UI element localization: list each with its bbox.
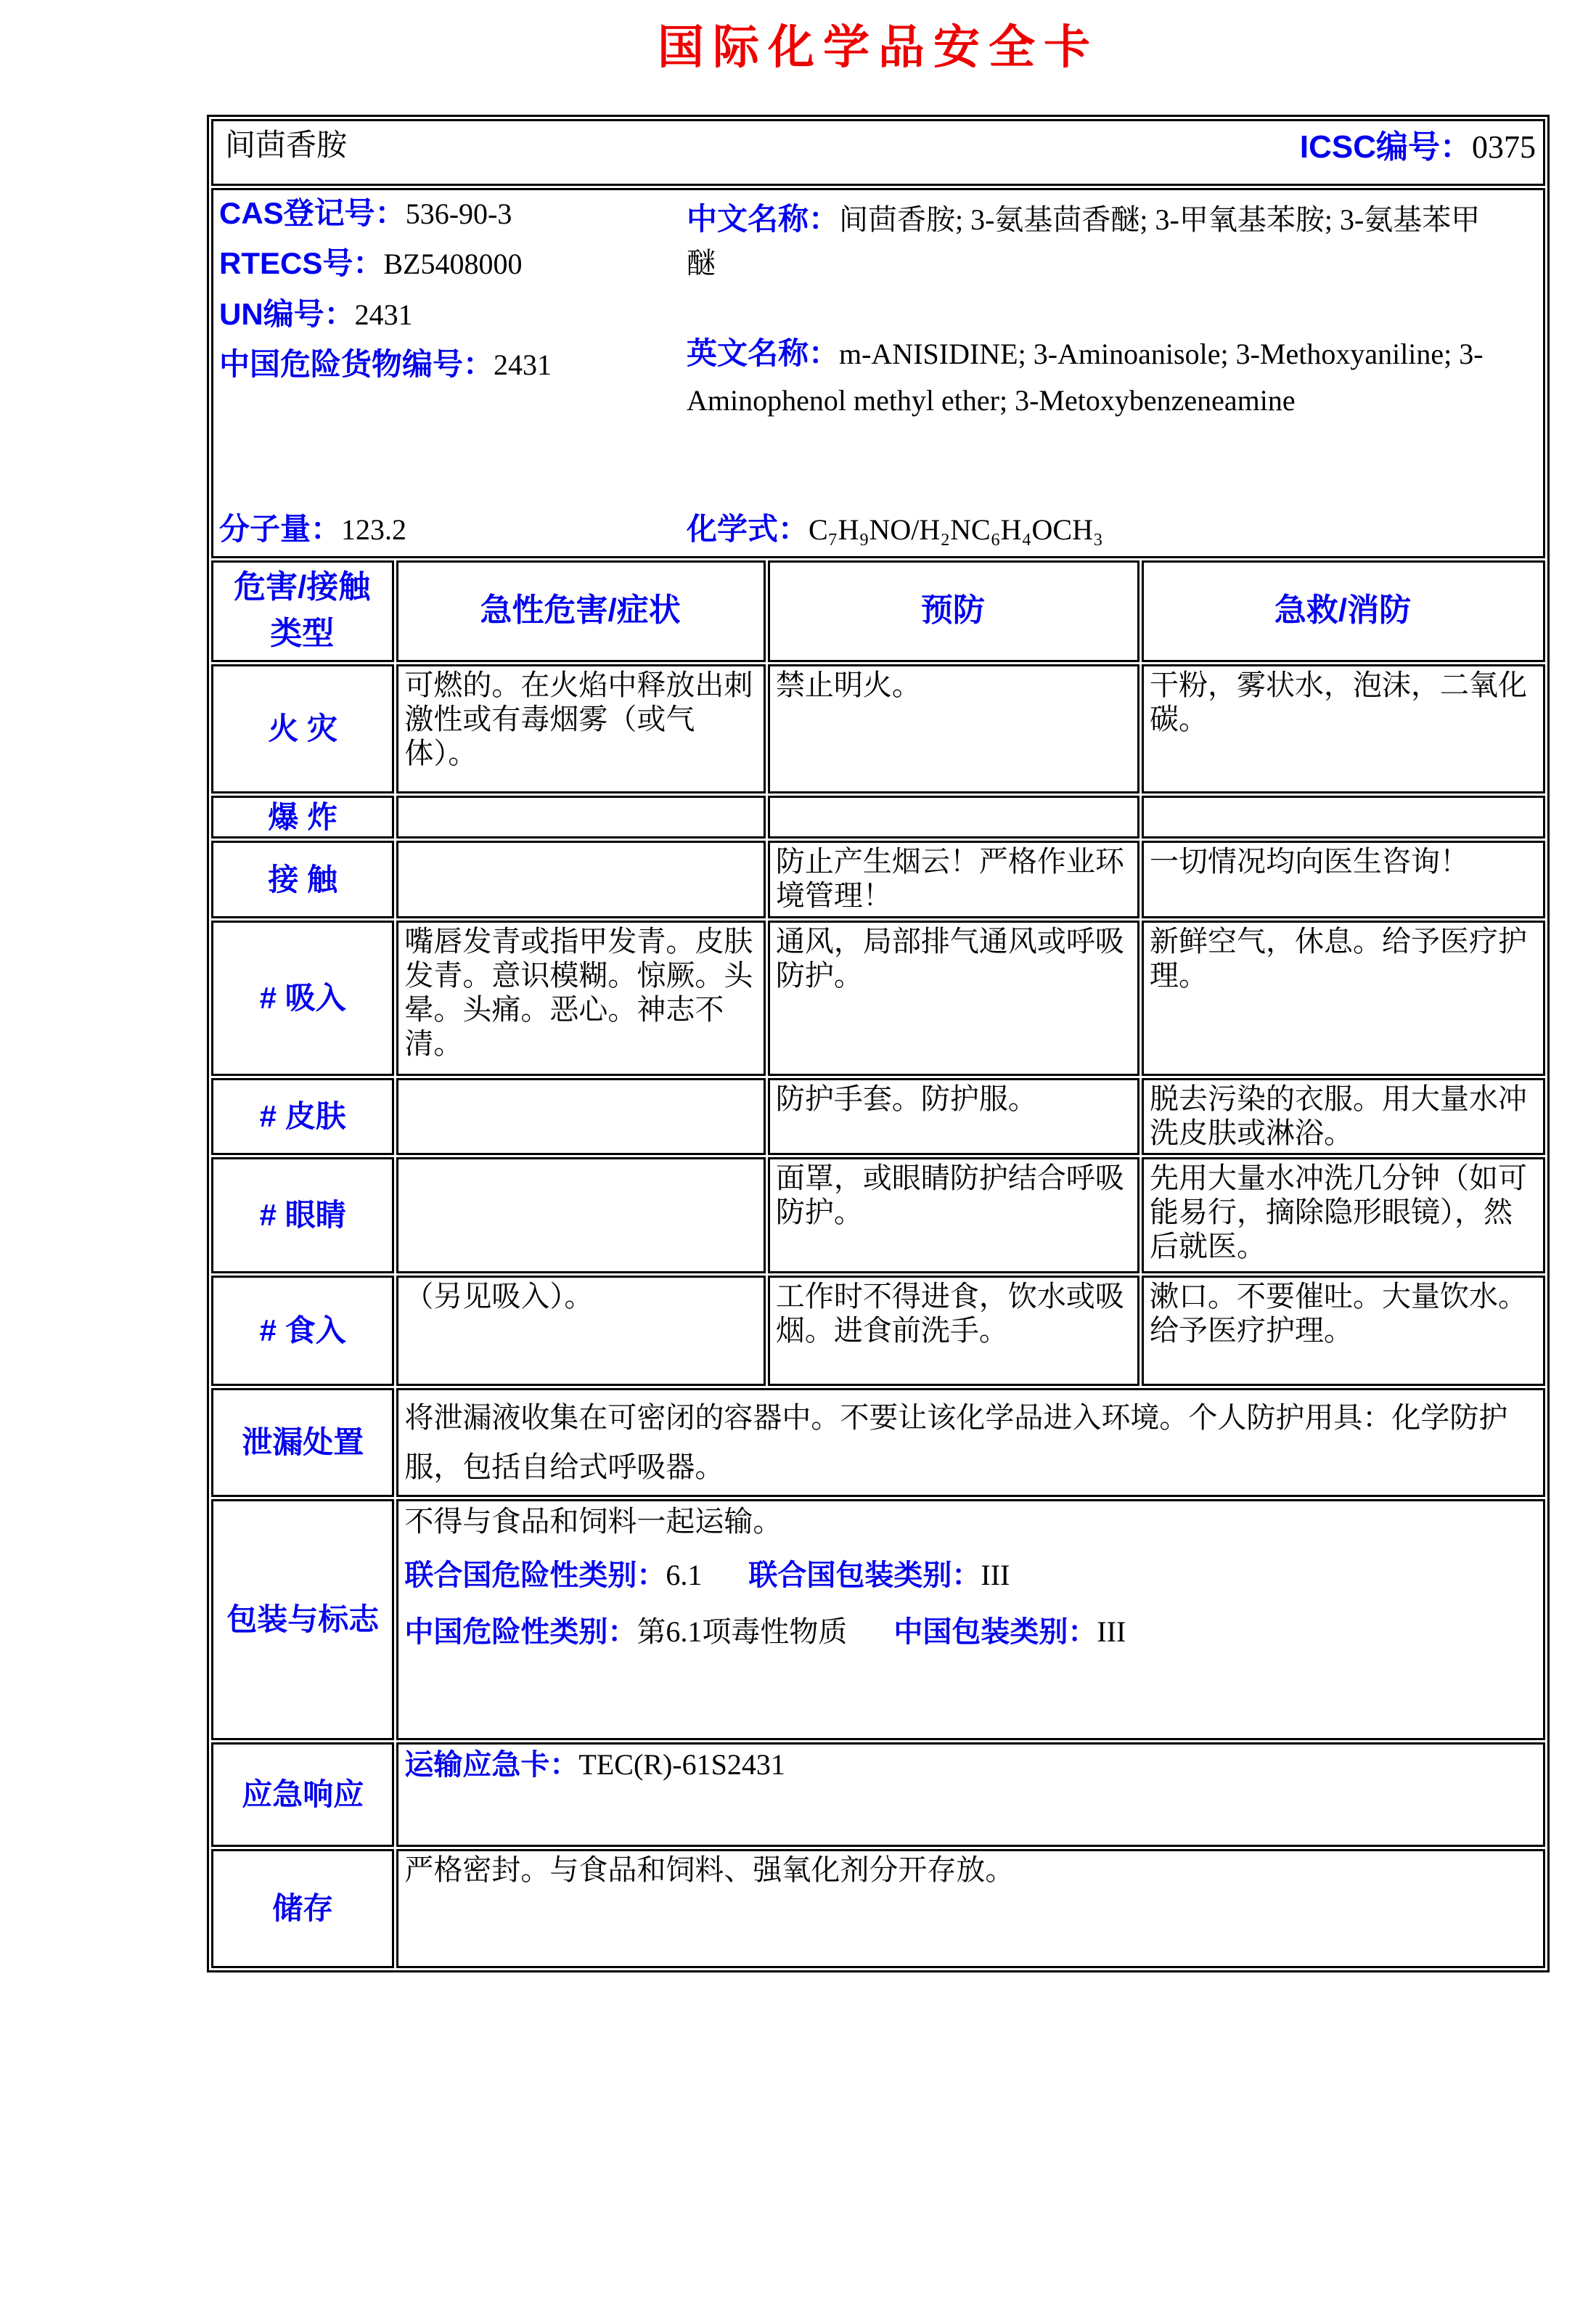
exposure-first-aid: 一切情况均向医生咨询！ <box>1142 841 1545 918</box>
rtecs-number-value: BZ5408000 <box>383 248 523 281</box>
un-packing-group-label: 联合国包装类别： <box>748 1559 981 1591</box>
un-packing-group-value: III <box>981 1558 1010 1591</box>
packaging-row <box>211 1499 1545 1740</box>
english-name-line <box>687 329 1507 424</box>
inhalation-label: # 吸入 <box>211 921 394 1076</box>
transport-emergency-card-value: TEC(R)-61S2431 <box>578 1747 785 1781</box>
hazard-row-exposure <box>211 841 1545 918</box>
exposure-prevention: 防止产生烟云！严格作业环境管理！ <box>768 841 1139 918</box>
molecular-weight-line <box>219 511 687 547</box>
ingestion-symptoms: （另见吸入）。 <box>396 1276 765 1386</box>
inhalation-first-aid: 新鲜空气，休息。给予医疗护理。 <box>1142 921 1545 1076</box>
transport-emergency-card-label: 运输应急卡： <box>404 1748 579 1781</box>
emergency-label: 应急响应 <box>211 1742 394 1847</box>
molecular-weight-block <box>219 511 687 547</box>
packaging-label: 包装与标志 <box>211 1499 394 1740</box>
cas-number-value: 536-90-3 <box>405 197 512 230</box>
inhalation-prevention: 通风，局部排气通风或呼吸防护。 <box>768 921 1139 1076</box>
cn-packing-group-value: III <box>1097 1615 1126 1648</box>
un-number-value: 2431 <box>354 298 413 331</box>
eyes-prevention: 面罩，或眼睛防护结合呼吸防护。 <box>768 1157 1139 1273</box>
identification-row <box>211 188 1545 558</box>
spill-text: 将泄漏液收集在可密闭的容器中。不要让该化学品进入环境。个人防护用具：化学防护服，包括自给式呼吸器。 <box>396 1388 1545 1497</box>
skin-first-aid: 脱去污染的衣服。用大量水冲洗皮肤或淋浴。 <box>1142 1078 1545 1155</box>
rtecs-number-label: RTECS号： <box>219 246 384 281</box>
identification-top <box>219 196 1536 511</box>
hazard-header-row <box>211 560 1545 662</box>
exposure-label: 接 触 <box>211 841 394 918</box>
eyes-symptoms <box>396 1157 765 1273</box>
fire-prevention: 禁止明火。 <box>768 664 1139 793</box>
explosion-prevention <box>768 796 1139 839</box>
icsc-number-value: 0375 <box>1472 129 1536 165</box>
un-hazard-class-value: 6.1 <box>666 1558 703 1591</box>
chinese-name-value: 间茴香胺; 3-氨基茴香醚; 3-甲氧基苯胺; 3-氨基苯甲醚 <box>686 203 1481 280</box>
explosion-label: 爆 炸 <box>211 796 394 839</box>
packaging-cn-line <box>404 1615 1536 1649</box>
chinese-name-label: 中文名称： <box>686 202 839 236</box>
skin-symptoms <box>396 1078 765 1155</box>
header-hazard-type-cell <box>211 560 394 662</box>
formula-label: 化学式： <box>686 511 809 546</box>
substance-names <box>687 196 1536 511</box>
identification-block <box>219 192 1536 553</box>
english-name-label: 英文名称： <box>686 336 839 370</box>
un-number-label: UN编号： <box>219 296 355 331</box>
icsc-number-label: ICSC编号： <box>1299 129 1472 165</box>
icsc-number-group <box>1300 128 1536 166</box>
chinese-name-line <box>687 196 1507 285</box>
cn-dangerous-goods-label: 中国危险货物编号： <box>219 346 494 381</box>
storage-label: 储存 <box>211 1849 394 1968</box>
storage-row <box>211 1849 1545 1968</box>
substance-header-cell <box>211 119 1545 186</box>
formula-value: C₇H₉NO/H₂NC₆H₄OCH₃ <box>808 513 1103 546</box>
header-first-aid: 急救/消防 <box>1142 560 1545 662</box>
identification-cell <box>211 188 1545 558</box>
cas-number-line <box>219 196 687 231</box>
icsc-card-table <box>207 115 1550 1972</box>
cas-number-label: CAS登记号： <box>219 196 406 230</box>
cn-dangerous-goods-line <box>219 347 687 382</box>
inhalation-symptoms: 嘴唇发青或指甲发青。皮肤发青。意识模糊。惊厥。头晕。头痛。恶心。神志不清。 <box>396 921 765 1076</box>
page-title: 国际化学品安全卡 <box>658 20 1099 75</box>
header-symptoms: 急性危害/症状 <box>396 560 765 662</box>
fire-label: 火 灾 <box>211 664 394 793</box>
un-hazard-class-label: 联合国危险性类别： <box>404 1559 666 1591</box>
fire-symptoms: 可燃的。在火焰中释放出刺激性或有毒烟雾（或气体）。 <box>396 664 765 793</box>
hazard-row-fire <box>211 664 1545 793</box>
substance-name: 间茴香胺 <box>225 129 348 163</box>
eyes-label: # 眼睛 <box>211 1157 394 1273</box>
english-name-value: m-ANISIDINE; 3-Aminoanisole; 3-Methoxyaniline; 3-Aminophenol methyl ether; 3-Metoxybenzeneamine <box>686 338 1484 417</box>
header-prevention: 预防 <box>768 560 1139 662</box>
cn-hazard-class-value: 第6.1项毒性物质 <box>637 1615 848 1648</box>
explosion-symptoms <box>396 796 765 839</box>
cn-packing-group-label: 中国包装类别： <box>893 1615 1097 1648</box>
hazard-row-ingestion <box>211 1276 1545 1386</box>
ingestion-first-aid: 漱口。不要催吐。大量饮水。给予医疗护理。 <box>1142 1276 1545 1386</box>
hazard-row-explosion <box>211 796 1545 839</box>
packaging-content <box>396 1499 1545 1740</box>
ingestion-label: # 食入 <box>211 1276 394 1386</box>
hazard-row-inhalation <box>211 921 1545 1076</box>
hazard-row-skin <box>211 1078 1545 1155</box>
eyes-first-aid: 先用大量水冲洗几分钟（如可能易行，摘除隐形眼镜），然后就医。 <box>1142 1157 1545 1273</box>
cn-dangerous-goods-value: 2431 <box>494 348 552 381</box>
spill-label: 泄漏处置 <box>211 1388 394 1497</box>
hazard-row-eyes <box>211 1157 1545 1273</box>
un-number-line <box>219 297 687 332</box>
exposure-symptoms <box>396 841 765 918</box>
molecular-weight-label: 分子量： <box>219 511 342 546</box>
packaging-un-line <box>404 1558 1536 1593</box>
substance-header <box>219 123 1536 166</box>
identification-bottom <box>219 511 1536 553</box>
transport-emergency-card-line <box>404 1747 1536 1782</box>
packaging-transport-note: 不得与食品和饲料一起运输。 <box>404 1504 782 1538</box>
formula-block <box>687 511 1536 547</box>
substance-header-row <box>211 119 1545 186</box>
skin-prevention: 防护手套。防护服。 <box>768 1078 1139 1155</box>
spill-row <box>211 1388 1545 1497</box>
molecular-weight-value: 123.2 <box>341 513 407 546</box>
skin-label: # 皮肤 <box>211 1078 394 1155</box>
registry-numbers <box>219 196 687 511</box>
cn-hazard-class-label: 中国危险性类别： <box>404 1615 637 1648</box>
formula-line <box>687 511 1507 547</box>
explosion-first-aid <box>1142 796 1545 839</box>
fire-first-aid: 干粉，雾状水，泡沫，二氧化碳。 <box>1142 664 1545 793</box>
rtecs-number-line <box>219 246 687 281</box>
ingestion-prevention: 工作时不得进食，饮水或吸烟。进食前洗手。 <box>768 1276 1139 1386</box>
header-hazard-type: 危害/接触类型 <box>234 569 371 651</box>
emergency-row <box>211 1742 1545 1847</box>
storage-text: 严格密封。与食品和饲料、强氧化剂分开存放。 <box>396 1849 1545 1968</box>
emergency-content <box>396 1742 1545 1847</box>
